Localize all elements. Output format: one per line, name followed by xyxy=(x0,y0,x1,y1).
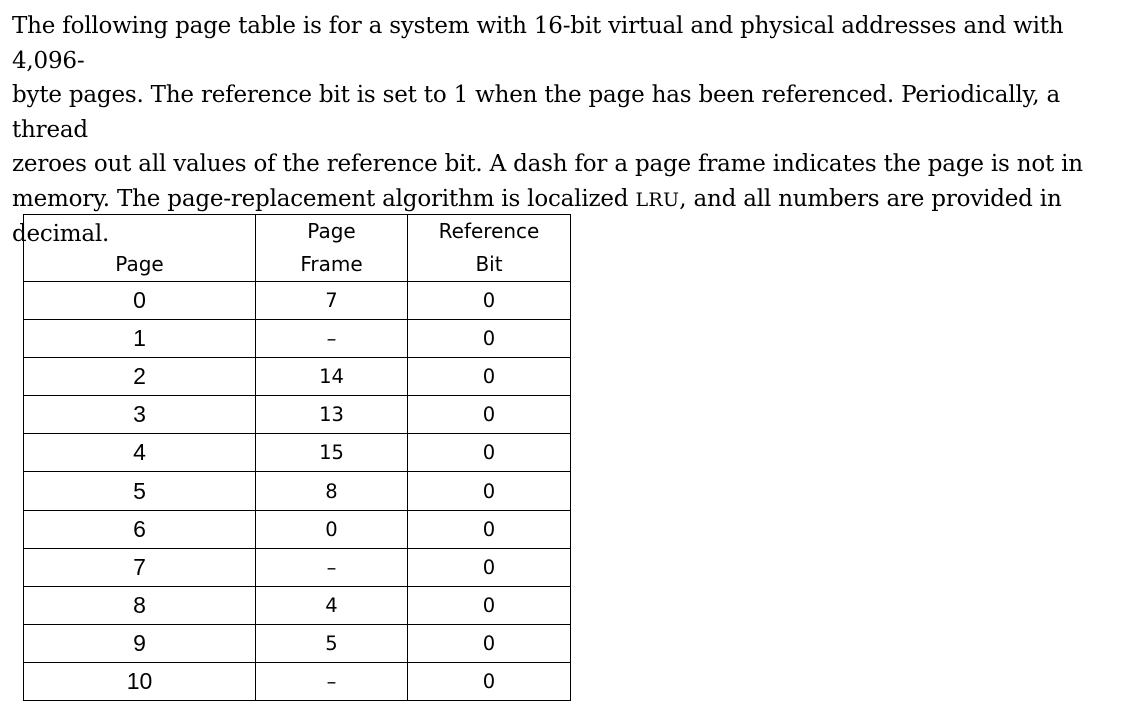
lru-abbreviation: LRU xyxy=(635,188,680,211)
page-frame-cell: – xyxy=(256,320,408,358)
reference-bit-cell: 0 xyxy=(408,282,571,320)
page-number-cell: 5 xyxy=(24,472,256,510)
reference-bit-cell: 0 xyxy=(408,320,571,358)
intro-line-1: The following page table is for a system with 16-bit virtual and physical addresses and with 4,096- xyxy=(12,13,1064,74)
table-row xyxy=(24,548,571,586)
page-frame-cell: – xyxy=(256,548,408,586)
header-ref-line-1: Reference xyxy=(438,219,540,243)
page-frame-cell: – xyxy=(256,662,408,700)
page-number-cell: 2 xyxy=(24,358,256,396)
table-row xyxy=(24,510,571,548)
table-row xyxy=(24,662,571,700)
intro-line-4-start: memory. The page-replacement algorithm is localized xyxy=(12,185,636,212)
reference-bit-cell: 0 xyxy=(408,358,571,396)
table-row xyxy=(24,624,571,662)
table-row xyxy=(24,434,571,472)
page-number-cell: 1 xyxy=(24,320,256,358)
reference-bit-cell: 0 xyxy=(408,434,571,472)
table-row xyxy=(24,282,571,320)
reference-bit-cell: 0 xyxy=(408,396,571,434)
page-number-cell: 4 xyxy=(24,434,256,472)
page-frame-cell: 4 xyxy=(256,586,408,624)
page-frame-cell: 14 xyxy=(256,358,408,396)
header-page xyxy=(24,215,256,282)
page-frame-cell: 7 xyxy=(256,282,408,320)
page-number-cell: 3 xyxy=(24,396,256,434)
page-number-cell: 9 xyxy=(24,624,256,662)
reference-bit-cell: 0 xyxy=(408,624,571,662)
intro-line-5: decimal. xyxy=(12,221,110,247)
table-row xyxy=(24,472,571,510)
header-reference-bit xyxy=(408,215,571,282)
reference-bit-cell: 0 xyxy=(408,548,571,586)
reference-bit-cell: 0 xyxy=(408,472,571,510)
page-frame-cell: 5 xyxy=(256,624,408,662)
page-frame-cell: 0 xyxy=(256,510,408,548)
page-number-cell: 10 xyxy=(24,662,256,700)
header-page-frame xyxy=(256,215,408,282)
page-number-cell: 6 xyxy=(24,510,256,548)
table-row xyxy=(24,320,571,358)
table-row xyxy=(24,396,571,434)
page-table xyxy=(23,214,571,701)
table-row xyxy=(24,586,571,624)
header-row xyxy=(24,215,571,282)
page-number-cell: 0 xyxy=(24,282,256,320)
header-page-label: Page xyxy=(115,252,164,276)
page-number-cell: 7 xyxy=(24,548,256,586)
page-frame-cell: 8 xyxy=(256,472,408,510)
reference-bit-cell: 0 xyxy=(408,510,571,548)
intro-line-3: zeroes out all values of the reference bit. A dash for a page frame indicates the page is not in xyxy=(12,151,1083,177)
page-frame-cell: 13 xyxy=(256,396,408,434)
header-frame-line-2: Frame xyxy=(300,252,363,276)
reference-bit-cell: 0 xyxy=(408,662,571,700)
intro-line-2: byte pages. The reference bit is set to 1 when the page has been referenced. Periodically, a thread xyxy=(12,82,1061,143)
header-ref-line-2: Bit xyxy=(475,252,503,276)
header-frame-line-1: Page xyxy=(307,219,356,243)
page-number-cell: 8 xyxy=(24,586,256,624)
page-frame-cell: 15 xyxy=(256,434,408,472)
table-row xyxy=(24,358,571,396)
intro-line-4-end: , and all numbers are provided in xyxy=(679,185,1062,212)
reference-bit-cell: 0 xyxy=(408,586,571,624)
